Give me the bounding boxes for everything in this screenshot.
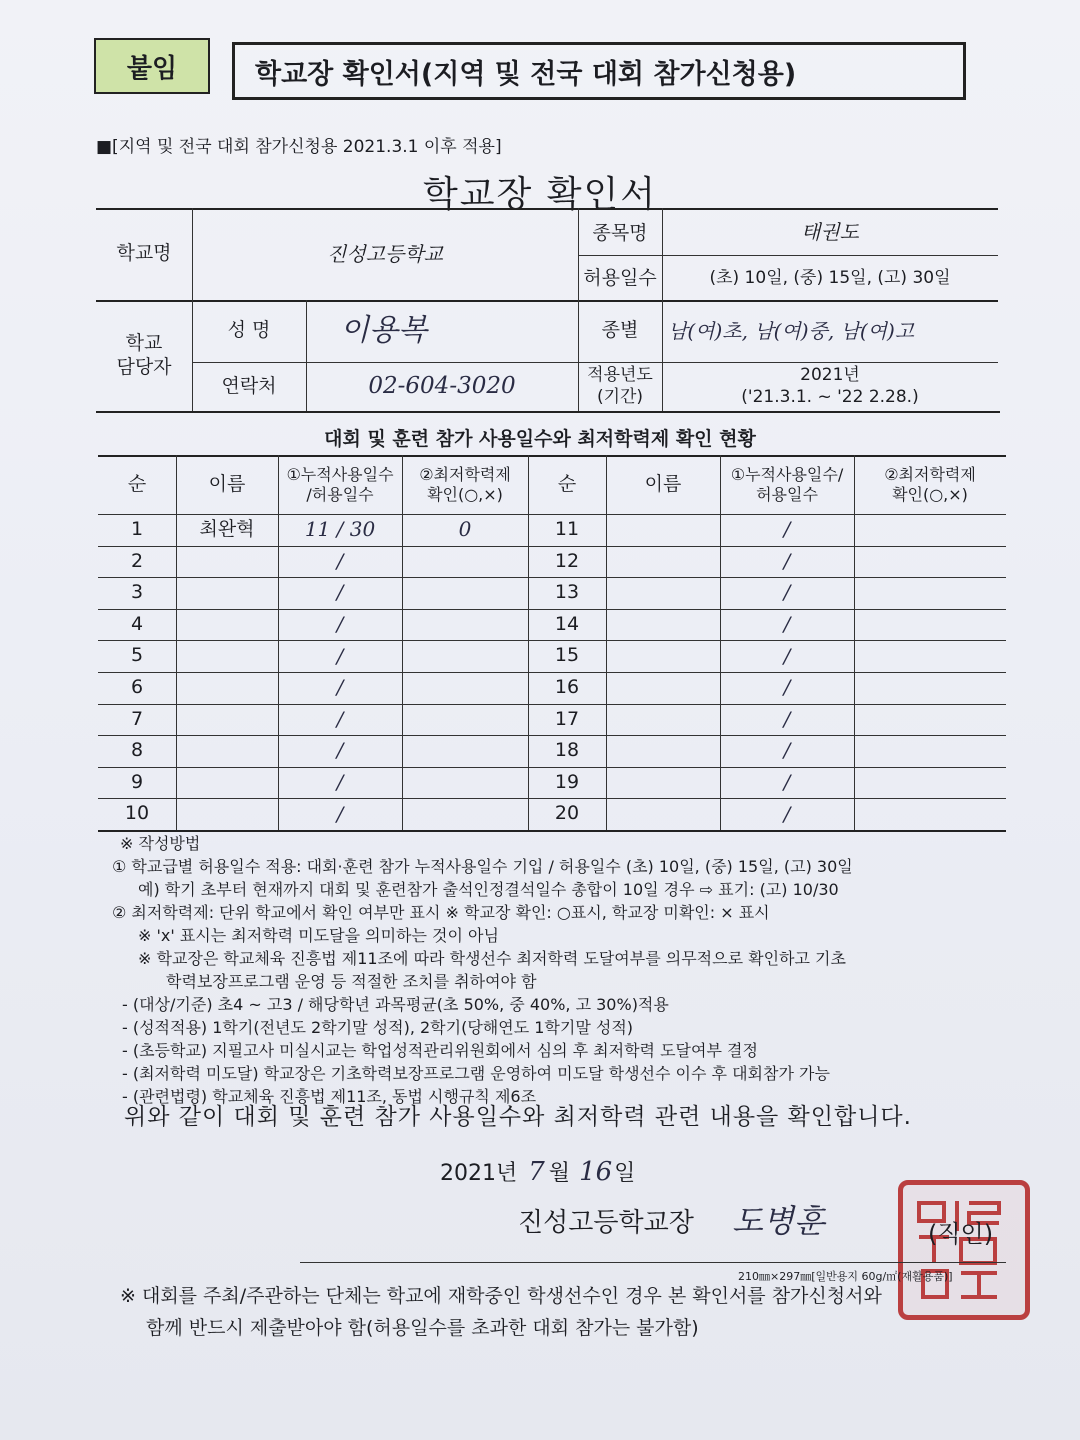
col-no-header: 순 (127, 472, 147, 495)
row-days-cell: / (336, 770, 344, 795)
row-name-cell (606, 577, 720, 609)
footer-line: ※ 대회를 주최/주관하는 단체는 학교에 재학중인 학생선수인 경우 본 확인서를 참가신청서와 (120, 1285, 882, 1307)
row-days-cell: / (783, 706, 791, 731)
row-no-cell: 7 (130, 707, 144, 730)
applies-note: ■[지역 및 전국 대회 참가신청용 2021.3.1 이후 적용] (96, 137, 502, 157)
row-no-cell: 18 (554, 739, 580, 762)
days-value: (초) 10일, (중) 15일, (고) 30일 (709, 267, 951, 288)
row-no-cell: 6 (130, 675, 144, 698)
contact-label: 학교 담당자 (116, 331, 172, 378)
row-name-cell (176, 704, 278, 736)
row-days-cell: / (336, 548, 344, 573)
row-days-cell: / (336, 580, 344, 605)
row-name-cell (176, 767, 278, 799)
paper-spec: 210㎜×297㎜[일반용지 60g/㎡(재활용품)] (738, 1270, 953, 1283)
writing-guide (112, 832, 1012, 1108)
row-days-cell: / (336, 612, 344, 637)
sport-label: 종목명 (592, 221, 648, 244)
gender-value: 남(여)초, 남(여)중, 남(여)고 (668, 318, 915, 343)
row-name-cell (606, 609, 720, 641)
date-day: 16 (579, 1157, 613, 1187)
row-days-cell: / (336, 675, 344, 700)
school-value: 진성고등학교 (327, 241, 443, 266)
stamp-label: (직인) (928, 1220, 994, 1248)
row-name-cell (176, 609, 278, 641)
attachment-tag: 붙임 (94, 38, 210, 94)
phone-label: 연락처 (221, 374, 277, 397)
row-no-cell: 15 (554, 644, 580, 667)
name-value: 이용복 (340, 313, 427, 349)
sport-value: 태권도 (801, 220, 859, 244)
document-heading-box (232, 42, 966, 100)
row-min-cell (402, 640, 528, 672)
row-name-cell (606, 640, 720, 672)
note-line: - (성적적용) 1학기(전년도 2학기말 성적), 2학기(당해연도 1학기말 성적) (122, 1018, 634, 1037)
col-no-header-right: 순 (557, 472, 577, 495)
row-min-cell (854, 640, 1006, 672)
year-period: ('21.3.1. ~ '22 2.28.) (741, 386, 919, 407)
row-min-cell (402, 672, 528, 704)
row-min-cell (854, 767, 1006, 799)
col-min-header-right: ②최저학력제 확인(○,×) (884, 464, 976, 504)
row-no-cell: 17 (554, 707, 580, 730)
row-no-cell: 12 (554, 549, 580, 572)
row-no-cell: 1 (130, 517, 144, 540)
signature-date (440, 1156, 635, 1187)
row-name-cell (606, 546, 720, 578)
col-name-header-right: 이름 (644, 472, 682, 495)
row-no-cell: 9 (130, 770, 144, 793)
row-no-cell: 19 (554, 770, 580, 793)
row-days-cell: 11 / 30 (304, 517, 376, 542)
row-days-cell: / (336, 643, 344, 668)
row-no-cell: 14 (554, 612, 580, 635)
row-min-cell (854, 798, 1006, 830)
name-label: 성 명 (227, 319, 271, 342)
row-name-cell (176, 546, 278, 578)
row-min-cell (854, 609, 1006, 641)
row-name-cell (606, 514, 720, 546)
row-no-cell: 11 (554, 517, 580, 540)
row-min-cell: 0 (458, 517, 472, 542)
document-heading: 학교장 확인서(지역 및 전국 대회 참가신청용) (255, 58, 797, 90)
date-month: 7 (528, 1157, 545, 1187)
date-year: 2021년 (440, 1161, 518, 1186)
row-name-cell (176, 672, 278, 704)
note-line: - (최저학력 미도달) 학교장은 기초학력보장프로그램 운영하여 미도달 학생선수 이수 후 대회참가 가능 (122, 1064, 830, 1083)
note-line: - (대상/기준) 초4 ~ 고3 / 해당학년 과목평균(초 50%, 중 40%, 고 30%)적용 (122, 995, 669, 1014)
footer-note (120, 1280, 1020, 1344)
row-min-cell (854, 735, 1006, 767)
note-line: ※ 'x' 표시는 최저학력 미도달을 의미하는 것이 아님 (138, 926, 499, 945)
row-name-cell (176, 798, 278, 830)
row-min-cell (402, 546, 528, 578)
row-min-cell (402, 767, 528, 799)
row-min-cell (854, 672, 1006, 704)
row-days-cell: / (783, 675, 791, 700)
footer-line: 함께 반드시 제출받아야 함(허용일수를 초과한 대회 참가는 불가함) (146, 1317, 699, 1339)
note-line: ※ 작성방법 (120, 834, 201, 853)
row-days-cell: / (336, 801, 344, 826)
row-no-cell: 3 (130, 581, 144, 604)
row-days-cell: / (783, 738, 791, 763)
row-min-cell (402, 735, 528, 767)
row-min-cell (402, 577, 528, 609)
row-no-cell: 4 (130, 612, 144, 635)
row-no-cell: 13 (554, 581, 580, 604)
row-days-cell: / (336, 706, 344, 731)
phone-value: 02-604-3020 (368, 373, 516, 400)
year-label: 적용년도 (기간) (587, 365, 653, 407)
page-title: 학교장 확인서 (422, 174, 658, 215)
row-no-cell: 8 (130, 739, 144, 762)
gender-label: 종별 (601, 319, 639, 342)
note-line: ② 최저학력제: 단위 학교에서 확인 여부만 표시 ※ 학교장 확인: ○표시, 학교장 미확인: × 표시 (112, 903, 770, 922)
col-min-header: ②최저학력제 확인(○,×) (419, 464, 511, 504)
principal-signature: 도병훈 (732, 1202, 825, 1240)
confirmation-text: 위와 같이 대회 및 훈련 참가 사용일수와 최저학력 관련 내용을 확인합니다. (124, 1104, 912, 1130)
row-min-cell (854, 577, 1006, 609)
row-name-cell (606, 798, 720, 830)
year-cell (662, 362, 998, 411)
note-line: - (초등학교) 지필고사 미실시교는 학업성적관리위원회에서 심의 후 최저학력 도달여부 결정 (122, 1041, 758, 1060)
row-days-cell: / (783, 517, 791, 542)
row-min-cell (854, 704, 1006, 736)
row-days-cell: / (783, 548, 791, 573)
row-min-cell (402, 704, 528, 736)
note-line: 예) 학기 초부터 현재까지 대회 및 훈련참가 출석인정결석일수 총합이 10일 경우 ⇨ 표기: (고) 10/30 (138, 880, 839, 899)
col-days-header-right: ①누적사용일수/ 허용일수 (730, 464, 844, 504)
row-days-cell: / (783, 612, 791, 637)
date-month-label: 월 (548, 1161, 571, 1186)
principal-label: 진성고등학교장 (518, 1208, 694, 1238)
row-no-cell: 10 (124, 802, 150, 825)
row-days-cell: / (336, 738, 344, 763)
col-days-header: ①누적사용일수 /허용일수 (286, 464, 394, 504)
row-min-cell (854, 514, 1006, 546)
date-day-label: 일 (614, 1161, 636, 1186)
row-days-cell: / (783, 643, 791, 668)
row-days-cell: / (783, 770, 791, 795)
row-name-cell: 최완혁 (199, 517, 255, 540)
days-label: 허용일수 (583, 266, 657, 289)
note-line: - (관련법령) 학교체육 진흥법 제11조, 동법 시행규칙 제6조 (122, 1087, 537, 1106)
row-days-cell: / (783, 801, 791, 826)
row-no-cell: 16 (554, 675, 580, 698)
row-name-cell (606, 704, 720, 736)
row-no-cell: 20 (554, 802, 580, 825)
note-line: ※ 학교장은 학교체육 진흥법 제11조에 따라 학생선수 최저학력 도달여부를 의무적으로 확인하고 기초 (138, 949, 846, 968)
row-name-cell (606, 735, 720, 767)
row-name-cell (176, 577, 278, 609)
row-min-cell (402, 798, 528, 830)
row-no-cell: 2 (130, 549, 144, 572)
row-days-cell: / (783, 580, 791, 605)
row-name-cell (176, 640, 278, 672)
school-label: 학교명 (116, 242, 172, 265)
row-name-cell (606, 767, 720, 799)
row-min-cell (854, 546, 1006, 578)
col-name-header: 이름 (208, 472, 246, 495)
row-min-cell (402, 609, 528, 641)
section-title: 대회 및 훈련 참가 사용일수와 최저학력제 확인 현황 (324, 428, 756, 450)
row-no-cell: 5 (130, 644, 144, 667)
note-line: ① 학교급별 허용일수 적용: 대회·훈련 참가 누적사용일수 기입 / 허용일수 (초) 10일, (중) 15일, (고) 30일 (112, 857, 853, 876)
row-name-cell (606, 672, 720, 704)
year-value: 2021년 (800, 365, 860, 386)
note-line: 학력보장프로그램 운영 등 적절한 조치를 취하여야 함 (166, 972, 537, 991)
row-name-cell (176, 735, 278, 767)
